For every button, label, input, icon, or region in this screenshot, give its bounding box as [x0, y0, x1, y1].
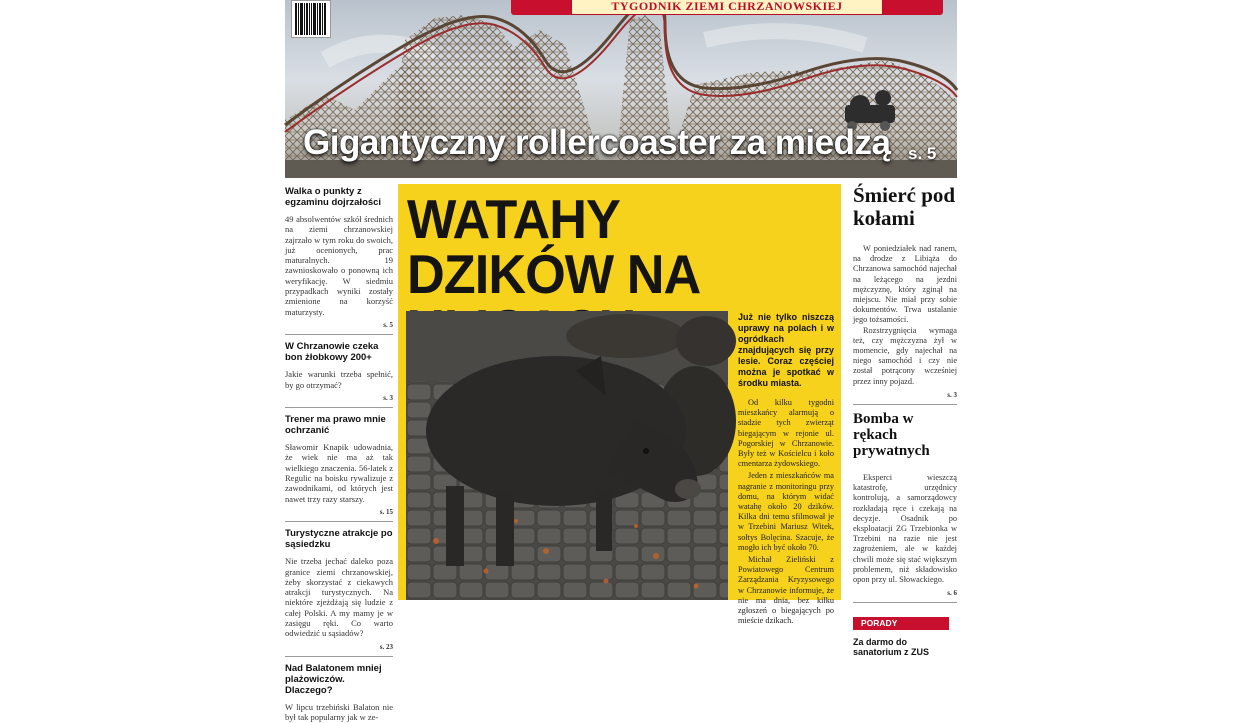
main-story-paragraph: Michał Zieliński z Powiatowego Centrum Zarządzania Kryzysowego w Chrzanowie informuje, że nie ma dnia, bez kilku zgłoszeń o biegających po mieście dzikach. — [738, 555, 834, 626]
wild-boar-image — [406, 311, 728, 600]
news-item-page: s. 6 — [853, 588, 957, 603]
news-item-title: W Chrzanowie czeka bon żłobkowy 200+ — [285, 341, 379, 364]
news-item[interactable] — [285, 663, 393, 723]
news-item-page: s. 15 — [285, 507, 393, 522]
news-item[interactable] — [285, 414, 393, 522]
news-item-page: s. 3 — [285, 393, 393, 408]
hero-page-ref: s. 5 — [908, 144, 937, 163]
news-item-page: s. 5 — [285, 320, 393, 335]
newspaper-front-page — [285, 0, 957, 723]
section-badge-item[interactable]: Za darmo do sanatorium z ZUS — [853, 636, 930, 658]
news-item-title: Walka o punkty z egzaminu dojrzałości — [285, 186, 382, 208]
news-item[interactable] — [285, 528, 393, 657]
hero-headline[interactable]: Gigantyczny rollercoaster za miedzą — [303, 123, 891, 162]
news-item-text: Sławomir Knapik udowadnia, że wiek nie ma aż tak wielkiego znaczenia. 56-latek z Regulic na boisku rywalizuje z zawodnikami, od których jest nawet trzy razy starszy. — [285, 442, 393, 504]
news-item[interactable] — [853, 184, 957, 405]
news-item-text: W poniedziałek nad ranem, na drodze z Libiąża do Chrzanowa samochód najechał na leżącego na jezdni mężczyznę, który zginął na miejscu. Nie miał przy sobie dokumentów. Trwa ustalanie jego tożsamości. — [853, 244, 957, 325]
news-item-title: Turystyczne atrakcje po sąsiedzku — [285, 528, 393, 551]
masthead-tagline: TYGODNIK ZIEMI CHRZANOWSKIEJ — [571, 0, 883, 15]
news-item-title: Nad Balatonem mniej plażowiczów. Dlaczego? — [285, 662, 382, 696]
wild-boar-photo — [406, 311, 728, 600]
news-item-text: Rozstrzygnięcia wymaga też, czy mężczyzna żył w momencie, gdy najechał na niego samochód i czy nie został potrącony wcześniej przez inny pojazd. — [853, 325, 957, 386]
news-item-title: Bomba w rękach prywatnych — [853, 411, 930, 460]
news-item-text: Nie trzeba jechać daleko poza granice ziemi chrzanowskiej, żeby skorzystać z ciekawych atrakcji turystycznych. Na niektóre zjeżdżają się ludzie z całej Polski. A my mamy je w zasięgu ręki. Co warto odwiedzić u sąsiadów? — [285, 556, 393, 639]
news-item-text: Eksperci wieszczą katastrofę, urzędnicy kontrolują, a samorządowcy rozkładają ręce i czekają na decyzje. Osadnik po eksploatacji ZG Trzebionka w Trzebini na razie nie jest zagrożeniem, ale w każdej chwili może się stać większym problemem, niż składowisko opon przy ul. Słowackiego. — [853, 473, 957, 585]
right-news-column — [853, 183, 957, 658]
main-story-lead: Już nie tylko niszczą uprawy na polach i w ogródkach znajdujących się przy lesie. Coraz częściej można je spotkać w środku miasta. — [738, 312, 834, 388]
news-item-text: Jakie warunki trzeba spełnić, by go otrzymać? — [285, 369, 393, 390]
news-item[interactable] — [853, 411, 957, 603]
main-story-paragraph: Jeden z mieszkańców ma nagranie z monitoringu przy domu, na którym widać watahę około 20 dzików. Kilka dni temu sfilmował je w Trzebini Mariusz Witek, sołtys Bolęcina. Szacuje, że mogło ich być około 70. — [738, 471, 834, 552]
news-item-page: s. 3 — [853, 390, 957, 405]
main-story-headline[interactable]: WATAHY DZIKÓW NA — [407, 188, 699, 305]
news-item[interactable] — [285, 341, 393, 408]
news-item[interactable] — [285, 186, 393, 335]
section-badge: PORADY — [853, 617, 949, 629]
news-item-title: Śmierć pod kołami — [853, 183, 956, 230]
news-item-page: s. 23 — [285, 642, 393, 657]
barcode — [291, 0, 331, 38]
hero-banner — [285, 0, 957, 178]
news-item-text: W lipcu trzebiński Balaton nie był tak popularny jak w ze- — [285, 701, 393, 723]
left-news-column — [285, 180, 393, 723]
main-story-text — [738, 312, 834, 628]
main-story-box — [398, 184, 841, 626]
news-item-title: Trener ma prawo mnie ochrzanić — [285, 414, 386, 437]
main-story-paragraph: Od kilku tygodni mieszkańcy alarmują o stadzie tych zwierząt biegającym w rejonie ul. Pogorskiej w Chrzanowie. Były też w Kościelcu i koło cmentarza żydowskiego. — [738, 398, 834, 469]
news-item-text: 49 absolwentów szkół średnich na ziemi chrzanowskiej zajrzało w tym roku do swoich, już ocenionych, prac maturalnych. 19 zawnioskowało o ponowną ich weryfikację. W siedmiu przypadkach wyniki zostały zmienione na korzyść maturzysty. — [285, 214, 393, 317]
